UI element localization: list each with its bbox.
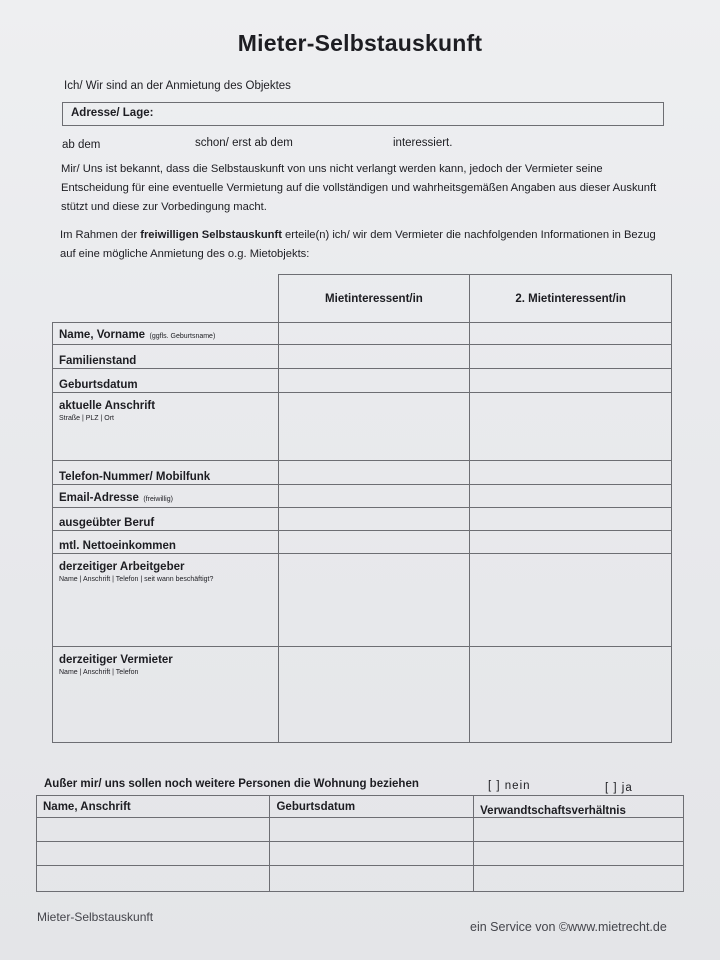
input-cell[interactable] (474, 842, 684, 866)
paragraph-2-before: Im Rahmen der (60, 229, 141, 241)
paragraph-2-after: erteile(n) ich/ wir dem Vermieter die nachfolgenden Informationen in Bezug auf eine mögliche Anmietung des o.g. Mietobjekts: (60, 229, 656, 260)
footer-left: Mieter-Selbstauskunft (37, 910, 154, 924)
paragraph-1: Mir/ Uns ist bekannt, dass die Selbstauskunft von uns nicht verlangt werden kann, jedoch der Vermieter seine Entscheidung für eine eventuelle Vermietung auf die vollständigen und wahrheitsgemäßen Angaben aus dieser Auskunft stützt und diese zur Vorbedingung macht. (61, 163, 657, 213)
input-cell[interactable] (470, 323, 672, 345)
row-label-beruf: ausgeübter Beruf (53, 508, 279, 531)
table-row (53, 461, 672, 485)
input-cell[interactable] (278, 554, 470, 647)
input-cell[interactable] (470, 647, 672, 743)
table-row (53, 369, 672, 393)
intro-line: Ich/ Wir sind an der Anmietung des Objektes (64, 80, 291, 92)
row-label-einkommen: mtl. Nettoeinkommen (53, 531, 279, 554)
footer-right: ein Service von ©www.mietrecht.de (470, 920, 667, 934)
input-cell[interactable] (470, 369, 672, 393)
table-corner (53, 275, 279, 323)
input-cell[interactable] (37, 842, 270, 866)
input-cell[interactable] (278, 508, 470, 531)
input-cell[interactable] (270, 818, 474, 842)
table-row (53, 323, 672, 345)
col-header-name-anschrift: Name, Anschrift (37, 796, 270, 818)
persons-table (36, 795, 684, 892)
input-cell[interactable] (470, 554, 672, 647)
table-row (37, 866, 684, 892)
row-label-name: Name, Vorname (ggfls. Geburtsname) (53, 323, 279, 345)
input-cell[interactable] (270, 842, 474, 866)
schon-erst-label: schon/ erst ab dem (195, 137, 293, 149)
persons-question: Außer mir/ uns sollen noch weitere Personen die Wohnung beziehen (44, 778, 419, 790)
input-cell[interactable] (470, 461, 672, 485)
table-row (53, 647, 672, 743)
input-cell[interactable] (474, 818, 684, 842)
row-label-familienstand: Familienstand (53, 345, 279, 369)
input-cell[interactable] (278, 531, 470, 554)
checkbox-ja[interactable]: [ ] ja (605, 782, 633, 794)
row-label-email: Email-Adresse (freiwillig) (53, 485, 279, 508)
input-cell[interactable] (470, 393, 672, 461)
table-row (53, 393, 672, 461)
input-cell[interactable] (278, 461, 470, 485)
paragraph-2 (60, 226, 672, 264)
input-cell[interactable] (278, 485, 470, 508)
table-row (53, 508, 672, 531)
input-cell[interactable] (474, 866, 684, 892)
table-row (53, 531, 672, 554)
input-cell[interactable] (470, 508, 672, 531)
row-label-arbeitgeber: derzeitiger Arbeitgeber Name | Anschrift | Telefon | seit wann beschäftigt? (53, 554, 279, 647)
checkbox-nein[interactable]: [ ] nein (488, 780, 531, 792)
input-cell[interactable] (278, 647, 470, 743)
table-row (53, 485, 672, 508)
input-cell[interactable] (278, 345, 470, 369)
col-header-tenant-1: Mietinteressent/in (278, 275, 470, 323)
input-cell[interactable] (278, 323, 470, 345)
table-row (37, 842, 684, 866)
col-header-tenant-2: 2. Mietinteressent/in (470, 275, 672, 323)
input-cell[interactable] (37, 818, 270, 842)
row-label-anschrift: aktuelle Anschrift Straße | PLZ | Ort (53, 393, 279, 461)
col-header-geburtsdatum: Geburtsdatum (270, 796, 474, 818)
row-label-telefon: Telefon-Nummer/ Mobilfunk (53, 461, 279, 485)
input-cell[interactable] (278, 393, 470, 461)
row-label-geburtsdatum: Geburtsdatum (53, 369, 279, 393)
table-row (37, 818, 684, 842)
input-cell[interactable] (270, 866, 474, 892)
ab-dem-label: ab dem (62, 139, 101, 151)
interessiert-label: interessiert. (393, 137, 453, 149)
paragraph-2-bold: freiwilligen Selbstauskunft (140, 229, 282, 241)
input-cell[interactable] (470, 345, 672, 369)
input-cell[interactable] (470, 531, 672, 554)
address-label: Adresse/ Lage: (71, 107, 154, 119)
input-cell[interactable] (37, 866, 270, 892)
input-cell[interactable] (278, 369, 470, 393)
page-title: Mieter-Selbstauskunft (237, 30, 483, 56)
col-header-verwandtschaft: Verwandtschaftsverhältnis (474, 796, 684, 818)
address-field[interactable] (62, 102, 664, 126)
table-row (53, 345, 672, 369)
row-label-vermieter: derzeitiger Vermieter Name | Anschrift | Telefon (53, 647, 279, 743)
input-cell[interactable] (470, 485, 672, 508)
tenant-info-table (52, 274, 672, 743)
table-row (53, 554, 672, 647)
